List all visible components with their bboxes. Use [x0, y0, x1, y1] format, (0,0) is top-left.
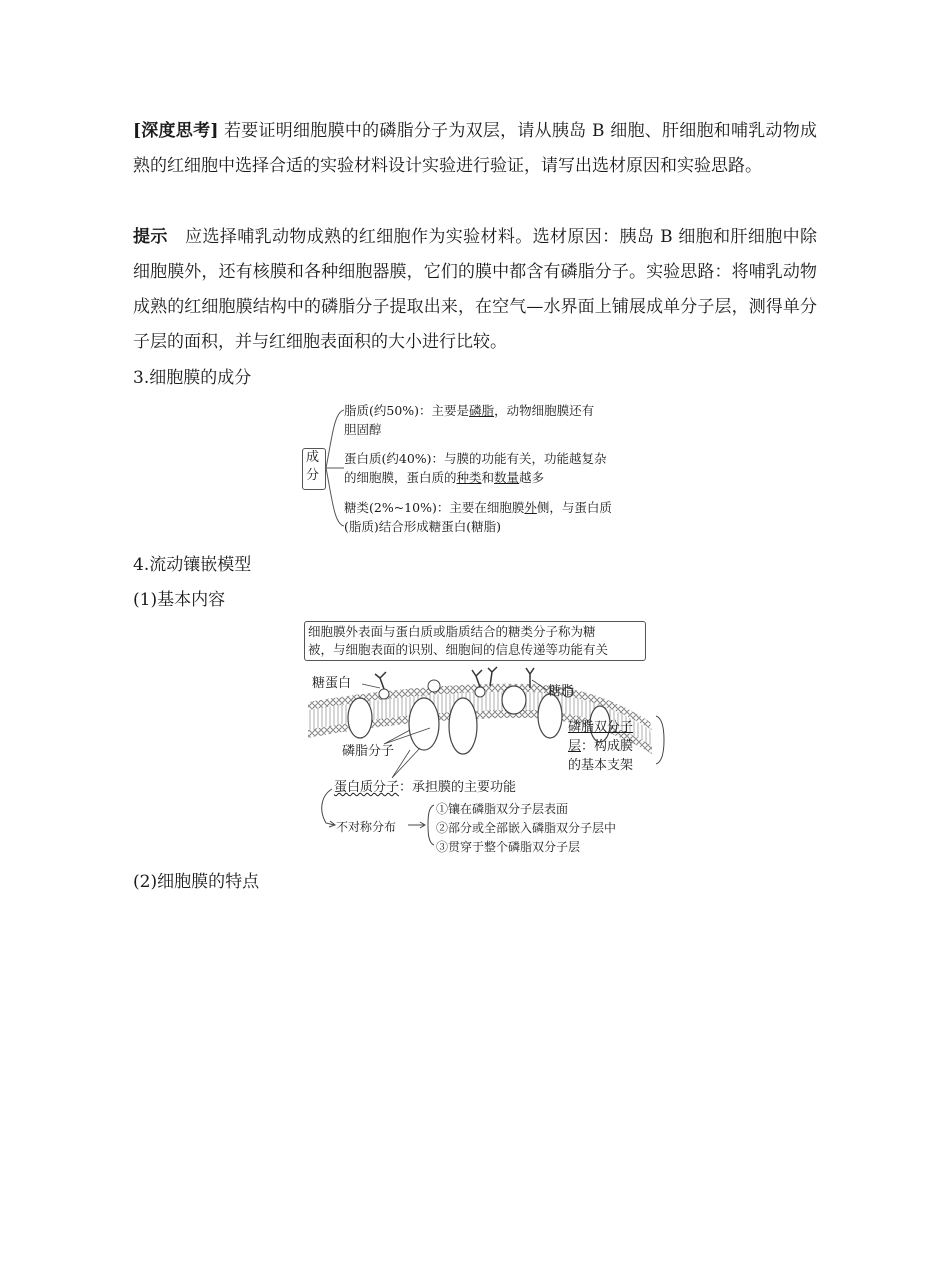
protein-key-term-1: 种类 — [456, 470, 482, 485]
sugar-line-2: (脂质)结合形成糖蛋白(糖脂) — [344, 519, 502, 534]
section-heading-4-2: (2)细胞膜的特点 — [133, 872, 260, 892]
sugar-line-1: 糖类(2%~10%)：主要在细胞膜外侧，与蛋白质 — [344, 500, 612, 515]
components-root-label: 成分 — [306, 450, 320, 483]
deep-thinking-paragraph — [133, 114, 817, 184]
glycocalyx-line-1: 细胞膜外表面与蛋白质或脂质结合的糖类分子称为糖 — [308, 624, 596, 639]
lipid-line-1: 脂质(约50%)：主要是磷脂，动物细胞膜还有 — [344, 403, 595, 418]
protein-molecule-label: 蛋白质分子：承担膜的主要功能 — [334, 780, 517, 795]
glycolipid-label: 糖脂 — [548, 684, 575, 699]
hint-paragraph — [133, 220, 817, 360]
bilayer-label-1: 磷脂双分子 — [568, 720, 634, 735]
components-brace-icon — [324, 398, 346, 538]
section-heading-3: 3.细胞膜的成分 — [133, 368, 252, 388]
section-heading-4-1: (1)基本内容 — [133, 590, 226, 610]
glycocalyx-line-2: 被，与细胞表面的识别、细胞间的信息传递等功能有关 — [308, 642, 609, 657]
protein-position-item-3: ③贯穿于整个磷脂双分子层 — [436, 840, 581, 854]
section-heading-4: 4.流动镶嵌模型 — [133, 555, 252, 575]
asymmetric-distribution-label: 不对称分布 — [336, 820, 397, 834]
bilayer-label-3: 的基本支架 — [568, 758, 634, 773]
deep-thinking-text: 若要证明细胞膜中的磷脂分子为双层，请从胰岛 B 细胞、肝细胞和哺乳动物成熟的红细胞中选择合适的实验材料设计实验进行验证，请写出选材原因和实验思路。 — [133, 121, 818, 176]
protein-position-item-1: ①镶在磷脂双分子层表面 — [436, 802, 569, 816]
hint-tag: 提示 — [133, 227, 168, 247]
deep-thinking-tag: [深度思考] — [133, 121, 219, 141]
components-diagram — [296, 398, 658, 538]
lipid-key-term: 磷脂 — [469, 403, 495, 418]
glycoprotein-label: 糖蛋白 — [312, 676, 352, 691]
protein-position-item-2: ②部分或全部嵌入磷脂双分子层中 — [436, 821, 617, 835]
phospholipid-label: 磷脂分子 — [342, 744, 395, 759]
hint-text: 应选择哺乳动物成熟的红细胞作为实验材料。选材原因：胰岛 B 细胞和肝细胞中除细胞膜外，还有核膜和各种细胞器膜，它们的膜中都含有磷脂分子。实验思路：将哺乳动物成熟的红细胞膜结构中的磷脂分子提取出来，在空气—水界面上铺展成单分子层，测得单分子层的面积，并与红细胞表面积的大小进行比较。 — [133, 227, 817, 352]
protein-line-1: 蛋白质(约40%)：与膜的功能有关，功能越复杂 — [344, 451, 607, 466]
protein-key-term-2: 数量 — [494, 470, 520, 485]
bilayer-label-2: 层：构成膜 — [568, 739, 634, 754]
lipid-line-2: 胆固醇 — [344, 422, 382, 437]
sugar-key-term: 外 — [524, 500, 537, 515]
fluid-mosaic-diagram — [300, 618, 672, 862]
protein-line-2: 的细胞膜，蛋白质的种类和数量越多 — [344, 470, 545, 485]
